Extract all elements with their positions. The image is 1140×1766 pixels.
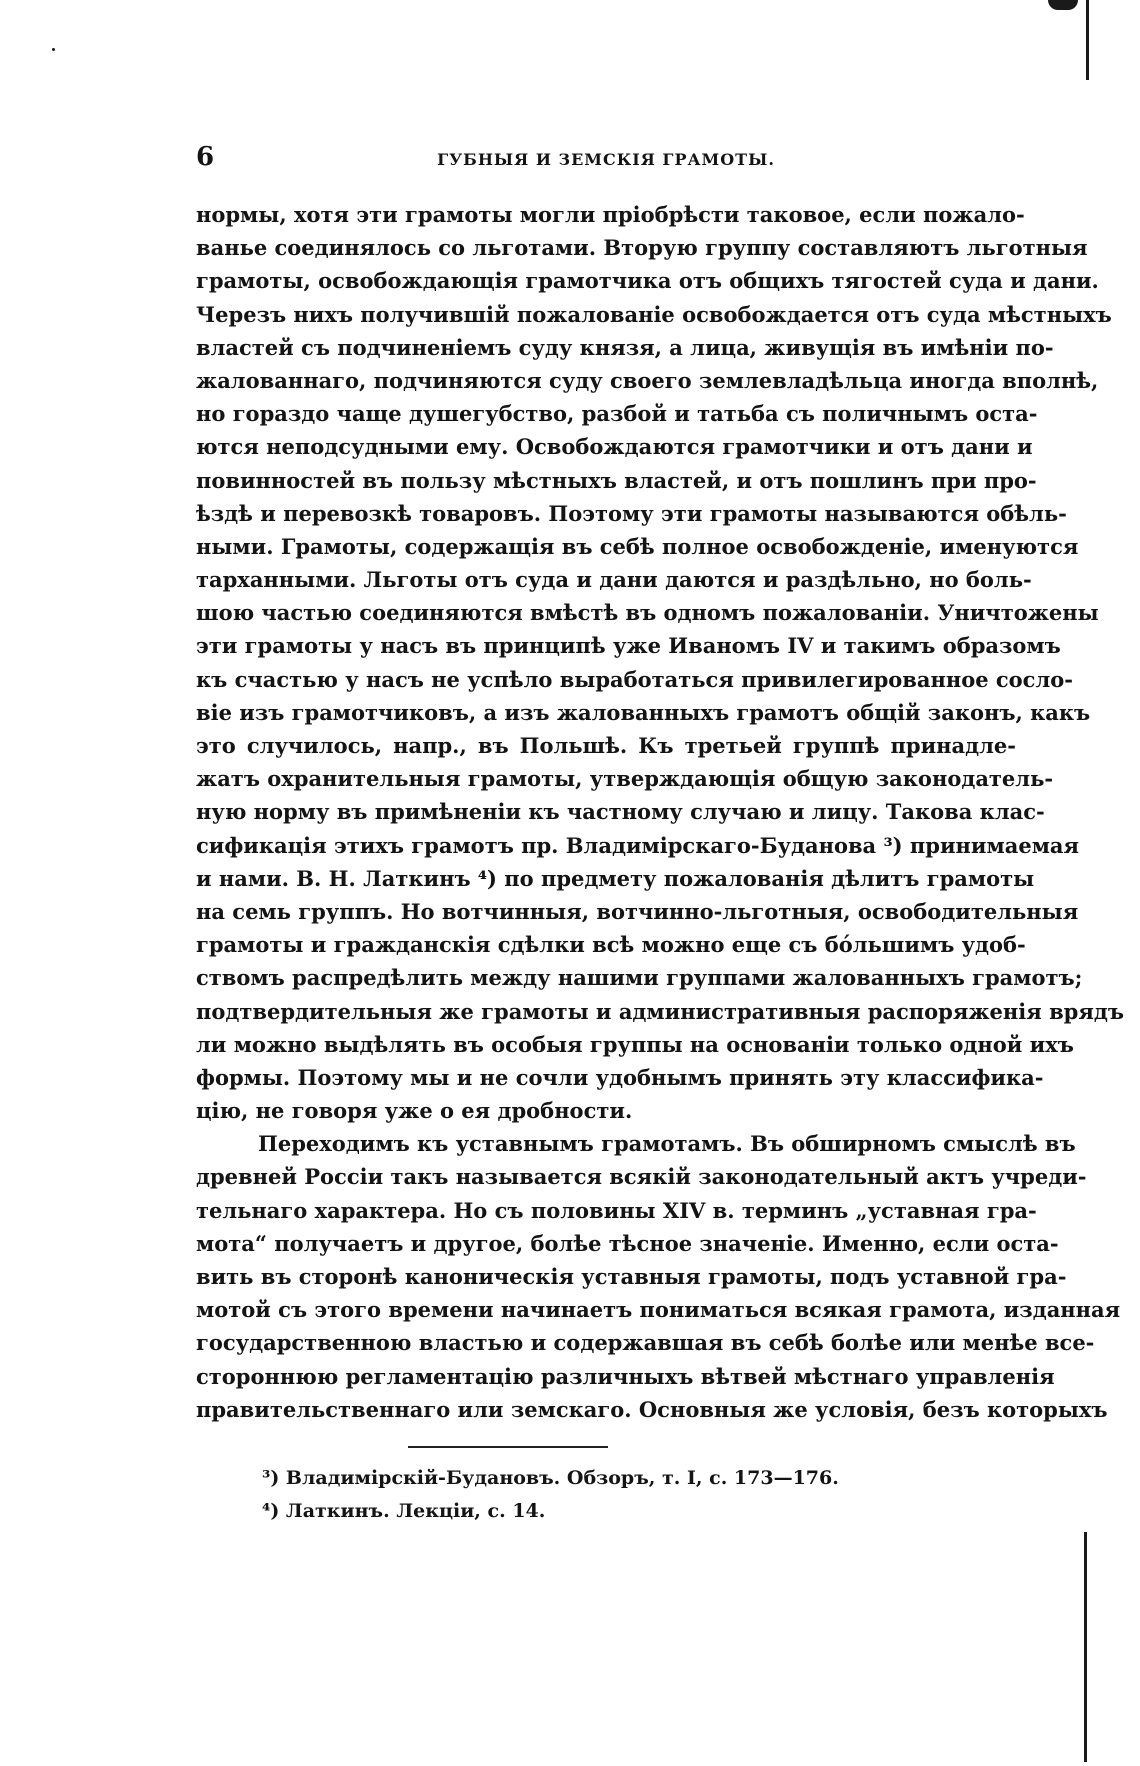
- text-line: стороннюю регламентацію различныхъ вѣтвей мѣстнаго управленія: [196, 1363, 1055, 1389]
- text-line: ли можно выдѣлять въ особыя группы на основаніи только одной ихъ: [196, 1031, 1074, 1057]
- scan-dust-speck: [52, 48, 55, 51]
- text-line: къ счастью у насъ не успѣло выработаться привилегированное сосло-: [196, 666, 1073, 692]
- text-line: вить въ сторонѣ каноническія уставныя грамоты, подъ уставной гра-: [196, 1264, 1067, 1289]
- scan-edge-line-top-right: [1086, 0, 1089, 80]
- text-line: мотой съ этого времени начинаетъ пониматься всякая грамота, изданная: [196, 1297, 1121, 1323]
- text-line: властей съ подчиненіемъ суду князя, а лица, живущія въ имѣніи по-: [196, 334, 1054, 360]
- text-line: государственною властью и содержавшая въ себѣ болѣе или менѣе все-: [196, 1330, 1095, 1356]
- text-line: тарханными. Льготы отъ суда и дани даются и раздѣльно, но боль-: [196, 567, 1032, 593]
- text-line: эти грамоты у насъ въ принципѣ уже Иваномъ IV и такимъ образомъ: [196, 633, 1061, 659]
- text-line: повинностей въ пользу мѣстныхъ властей, и отъ пошлинъ при про-: [196, 467, 1037, 493]
- text-line: но гораздо чаще душегубство, разбой и татьба съ поличнымъ оста-: [196, 401, 1038, 427]
- scan-edge-line-bottom-right: [1084, 1532, 1087, 1762]
- text-line: на семь группъ. Но вотчинныя, вотчинно-льготныя, освободительныя: [196, 898, 1079, 924]
- page-header: [196, 142, 1016, 176]
- footnote-3: ³) Владимірскій-Будановъ. Обзоръ, т. I, с. 173—176.: [262, 1467, 839, 1489]
- text-line: мота“ получаетъ и другое, болѣе тѣсное значеніе. Именно, если оста-: [196, 1230, 1059, 1256]
- footnote-divider: [408, 1446, 608, 1448]
- text-line: сификація этихъ грамотъ пр. Владимірскаго-Буданова ³) принимаемая: [196, 832, 1080, 858]
- text-line: ванье соединялось со льготами. Вторую группу составляютъ льготныя: [196, 235, 1088, 261]
- text-line: ѣздѣ и перевозкѣ товаровъ. Поэтому эти грамоты называются обѣль-: [196, 500, 1067, 526]
- text-line: віе изъ грамотчиковъ, а изъ жалованныхъ грамотъ общій законъ, какъ: [196, 699, 1091, 725]
- running-title: ГУБНЫЯ И ЗЕМСКІЯ ГРАМОТЫ.: [437, 150, 775, 169]
- scan-edge-mark-top: [1048, 0, 1078, 10]
- body-text: [196, 198, 1124, 1426]
- paragraph-start-line: Переходимъ къ уставнымъ грамотамъ. Въ обширномъ смыслѣ въ: [258, 1131, 1076, 1157]
- text-line: грамоты, освобождающія грамотчика отъ общихъ тягостей суда и дани.: [196, 268, 1099, 294]
- paragraph-end-line: цію, не говоря уже о ея дробности.: [196, 1098, 633, 1124]
- text-line: жалованнаго, подчиняются суду своего землевладѣльца иногда вполнѣ,: [196, 367, 1099, 393]
- text-line: тельнаго характера. Но съ половины XIV в. терминъ „уставная гра-: [196, 1197, 1037, 1223]
- text-line: жатъ охранительныя грамоты, утверждающія общую законодатель-: [196, 766, 1054, 792]
- text-line: нормы, хотя эти грамоты могли пріобрѣсти таковое, если пожало-: [196, 202, 1025, 227]
- text-line: Черезъ нихъ получившій пожалованіе освобождается отъ суда мѣстныхъ: [196, 301, 1112, 327]
- text-line: ствомъ распредѣлить между нашими группами жалованныхъ грамотъ;: [196, 965, 1083, 991]
- text-line: ными. Грамоты, содержащія въ себѣ полное освобожденіе, именуются: [196, 533, 1079, 559]
- text-line: и нами. В. Н. Латкинъ ⁴) по предмету пожалованія дѣлитъ грамоты: [196, 865, 1035, 891]
- text-line: это случилось, напр., въ Польшѣ. Къ третьей группѣ принадле-: [196, 733, 1016, 758]
- footnotes: [262, 1462, 1002, 1528]
- text-line: древней Россіи такъ называется всякій законодательный актъ учреди-: [196, 1164, 1087, 1190]
- footnote-4: ⁴) Латкинъ. Лекціи, с. 14.: [262, 1500, 546, 1522]
- page-number: 6: [196, 142, 215, 172]
- text-line: ются неподсудными ему. Освобождаются грамотчики и отъ дани и: [196, 434, 1033, 460]
- text-line: грамоты и гражданскія сдѣлки всѣ можно еще съ бо́льшимъ удоб-: [196, 932, 1026, 958]
- text-line: подтвердительныя же грамоты и административныя распоряженія врядъ: [196, 998, 1124, 1024]
- text-line: шою частью соединяются вмѣстѣ въ одномъ пожалованіи. Уничтожены: [196, 600, 1099, 626]
- text-line: формы. Поэтому мы и не сочли удобнымъ принять эту классифика-: [196, 1064, 1044, 1090]
- text-line: правительственнаго или земскаго. Основныя же условія, безъ которыхъ: [196, 1396, 1108, 1422]
- text-line: ную норму въ примѣненіи къ частному случаю и лицу. Такова клас-: [196, 799, 1045, 825]
